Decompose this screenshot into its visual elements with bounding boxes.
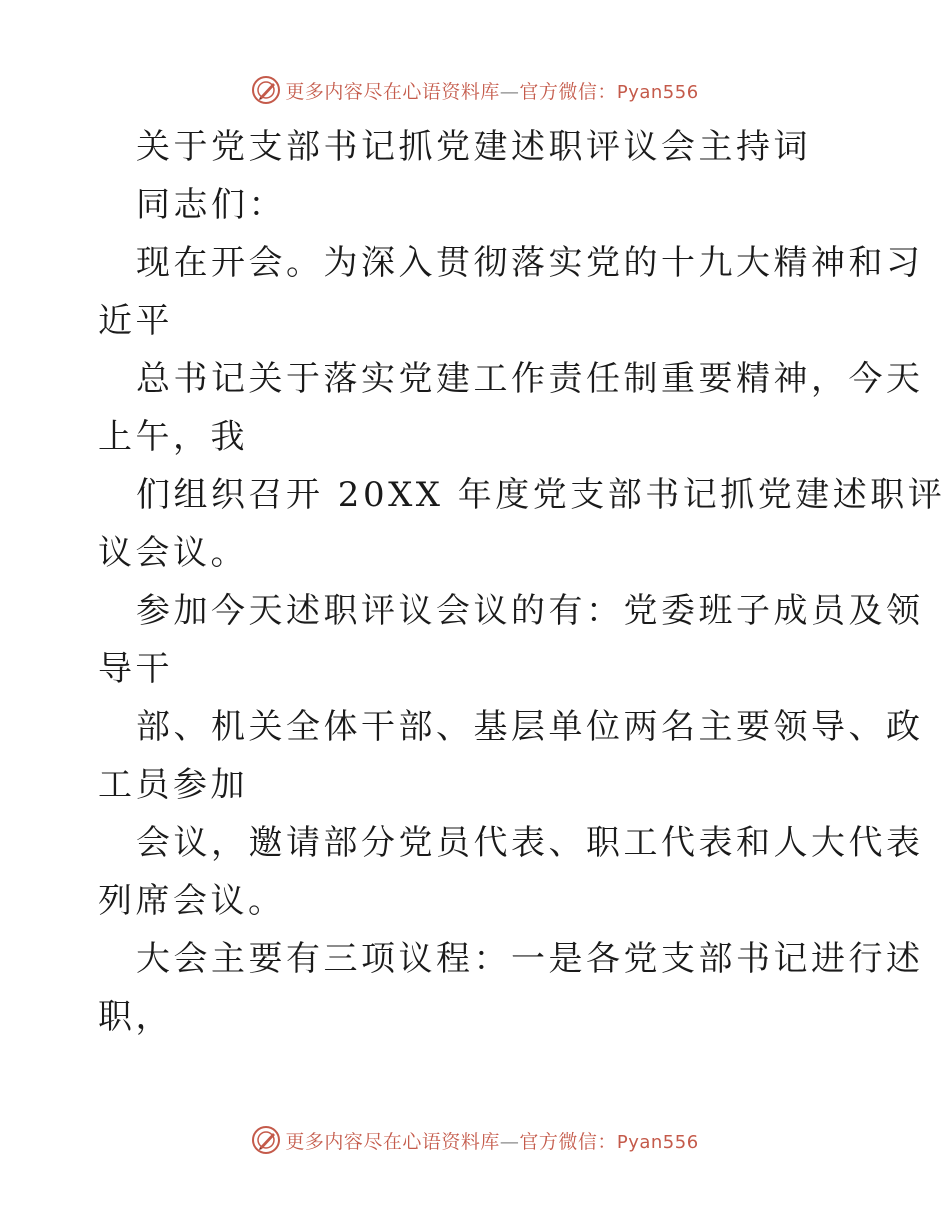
text-line: 们组织召开 20XX 年度党支部书记抓党建述职评 xyxy=(136,475,946,515)
watermark-cn: 更多内容尽在心语资料库 xyxy=(285,1130,500,1153)
watermark-label: 官方微信： xyxy=(519,1130,617,1153)
text-line: 总书记关于落实党建工作责任制重要精神，今天 xyxy=(136,359,924,399)
text-line: 部、机关全体干部、基层单位两名主要领导、政 xyxy=(136,707,924,747)
watermark-id: Pyan556 xyxy=(616,1131,699,1153)
watermark-text xyxy=(285,77,698,104)
watermark-dash: — xyxy=(499,80,520,103)
text-line: 列席会议。 xyxy=(98,881,286,921)
watermark-label: 官方微信： xyxy=(519,80,617,103)
pen-logo-icon xyxy=(251,75,281,105)
text-line: 大会主要有三项议程：一是各党支部书记进行述 xyxy=(136,939,924,979)
text-line: 上午，我 xyxy=(98,417,248,457)
text-line: 导干 xyxy=(98,649,173,689)
text-line: 工员参加 xyxy=(98,765,248,805)
text-line: 议会议。 xyxy=(98,533,248,573)
text-line: 职， xyxy=(98,997,173,1037)
watermark-cn: 更多内容尽在心语资料库 xyxy=(285,80,500,103)
text-line: 参加今天述职评议会议的有：党委班子成员及领 xyxy=(136,591,924,631)
watermark-dash: — xyxy=(499,1130,520,1153)
text-line: 同志们： xyxy=(136,185,286,225)
watermark-text xyxy=(285,1127,698,1154)
text-line: 会议，邀请部分党员代表、职工代表和人大代表 xyxy=(136,823,924,863)
document-title: 关于党支部书记抓党建述职评议会主持词 xyxy=(136,127,811,167)
text-line: 现在开会。为深入贯彻落实党的十九大精神和习 xyxy=(136,243,924,283)
pen-logo-icon xyxy=(251,1125,281,1155)
header-watermark xyxy=(0,70,950,110)
watermark-id: Pyan556 xyxy=(616,81,699,103)
footer-watermark xyxy=(0,1120,950,1160)
text-line: 近平 xyxy=(98,301,173,341)
document-body xyxy=(98,118,946,1046)
